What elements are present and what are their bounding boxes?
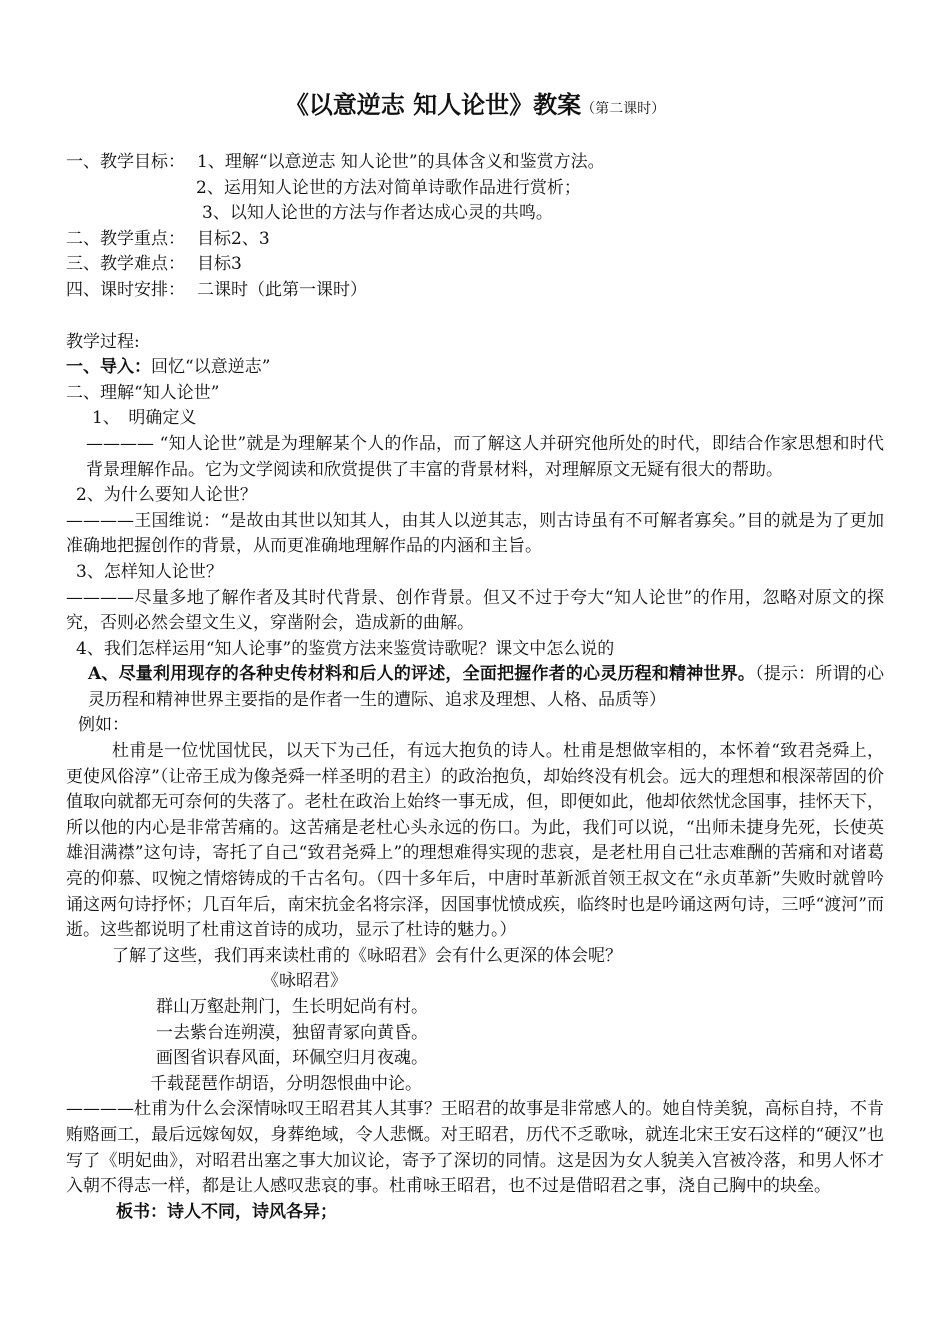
key-points (66, 227, 884, 253)
objective-1: 1、理解“以意逆志 知人论世”的具体含义和鉴赏方法。 (197, 152, 605, 172)
intro-line (66, 355, 884, 381)
board-note: 板书：诗人不同，诗风各异； (116, 1201, 337, 1222)
difficulties-label: 三、教学难点： (66, 254, 185, 275)
difficulties (66, 252, 884, 278)
point-a-note: （提示：所谓的心灵历程和精神世界主要指的是作者一生的遭际、追求及理想、人格、品质等） (88, 664, 884, 710)
point-a (66, 662, 884, 713)
process-heading: 教学过程: (66, 331, 140, 352)
poem-title: 《咏昭君》 (262, 971, 347, 992)
transition-line: 了解了这些，我们再来读杜甫的《咏昭君》会有什么更深的体会呢？ (112, 945, 622, 966)
difficulties-value: 目标3 (197, 254, 242, 275)
key-points-label: 二、教学重点： (66, 228, 185, 249)
schedule-value: 二课时（此第一课时） (197, 279, 367, 300)
title-main: 《以意逆志 知人论世》教案 (284, 91, 582, 119)
step-1-body: ———— “知人论世”就是为理解某个人的作品，而了解这人并研究他所处的时代，即结合作家思想和时代背景理解作品。它为文学阅读和欣赏提供了丰富的背景材料，对理解原文无疑有很大的帮助。 (86, 433, 884, 480)
poem-analysis: ————杜甫为什么会深情咏叹王昭君其人其事？王昭君的故事是非常感人的。她自恃美貌，高标自持，不肯贿赂画工，最后远嫁匈奴，身葬绝域，令人悲慨。对王昭君，历代不乏歌咏，就连北宋王安石这样的“硬汉”也写了《明妃曲》，对昭君出塞之事大加议论，寄予了深切的同情。这是因为女人貌美入宫被冷落，和男人怀才入朝不得志一样，都是让人感叹悲哀的事。杜甫咏王昭君，也不过是借昭君之事，浇自己胸中的块垒。 (66, 1099, 884, 1197)
key-points-value: 目标2、3 (197, 228, 270, 249)
objectives-label: 一、教学目标： (66, 152, 185, 172)
objectives-line-1 (66, 150, 884, 176)
step-2-heading: 2、为什么要知人论世？ (76, 485, 257, 506)
objective-3: 3、以知人论世的方法与作者达成心灵的共鸣。 (202, 203, 553, 224)
objective-2: 2、运用知人论世的方法对简单诗歌作品进行赏析； (196, 177, 581, 198)
intro-label: 一、导入： (66, 357, 151, 378)
step-1-heading: 1、 明确定义 (92, 408, 197, 429)
poem-line-1: 群山万壑赴荆门，生长明妃尚有村。 (156, 997, 428, 1017)
step-3-heading: 3、怎样知人论世？ (76, 561, 223, 582)
poem-line-2: 一去紫台连朔漠，独留青冢向黄昏。 (156, 1022, 428, 1043)
example-paragraph: 杜甫是一位忧国忧民，以天下为己任，有远大抱负的诗人。杜甫是想做宰相的，本怀着“致君尧舜上，更使风俗淳”（让帝王成为像尧舜一样圣明的君主）的政治抱负，却始终没有机会。远大的理想和根深蒂固的价值取向就都无可奈何的失落了。老杜在政治上始终一事无成，但，即便如此，他却依然忧念国事，挂怀天下，所以他的内心是非常苦痛的。这苦痛是老杜心头永远的伤口。为此，我们可以说，“出师未捷身先死，长使英雄泪满襟”这句诗，寄托了自己“致君尧舜上”的理想难得实现的悲哀，是老杜用自己壮志难酬的苦痛和对诸葛亮的仰慕、叹惋之情熔铸成的千古名句。（四十多年后，中唐时革新派首领王叔文在“永贞革新”失败时就曾吟诵这两句诗抒怀；几百年后，南宋抗金名将宗泽，因国事忧愤成疾，临终时也是吟诵这两句诗，三呼“渡河”而逝。这些都说明了杜甫这首诗的成功，显示了杜诗的魅力。） (66, 741, 884, 941)
schedule (66, 278, 884, 304)
step-2-body: ————王国维说：“是故由其世以知其人，由其人以逆其志，则古诗虽有不可解者寡矣。”目的就是为了更加准确地把握创作的背景，从而更准确地理解作品的内涵和主旨。 (66, 510, 884, 557)
step-4-heading: 4、我们怎样运用“知人论事”的鉴赏方法来鉴赏诗歌呢？课文中怎么说的 (76, 638, 615, 659)
document-title (66, 90, 884, 124)
intro-text: 回忆“以意逆志” (151, 357, 271, 378)
section-2-heading: 二、理解“知人论世” (66, 382, 220, 403)
schedule-label: 四、课时安排： (66, 279, 185, 300)
poem-line-4: 千载琵琶作胡语，分明怨恨曲中论。 (150, 1073, 422, 1094)
step-3-body: ————尽量多地了解作者及其时代背景、创作背景。但又不过于夸大“知人论世”的作用，忽略对原文的探究，否则必然会望文生义，穿凿附会，造成新的曲解。 (66, 587, 884, 634)
point-a-bold: A、尽量利用现存的各种史传材料和后人的评述，全面把握作者的心灵历程和精神世界。 (88, 664, 756, 685)
example-label: 例如： (78, 715, 129, 736)
poem-line-3: 画图省识春风面，环佩空归月夜魂。 (156, 1048, 428, 1069)
title-sub: （第二课时） (581, 101, 666, 117)
